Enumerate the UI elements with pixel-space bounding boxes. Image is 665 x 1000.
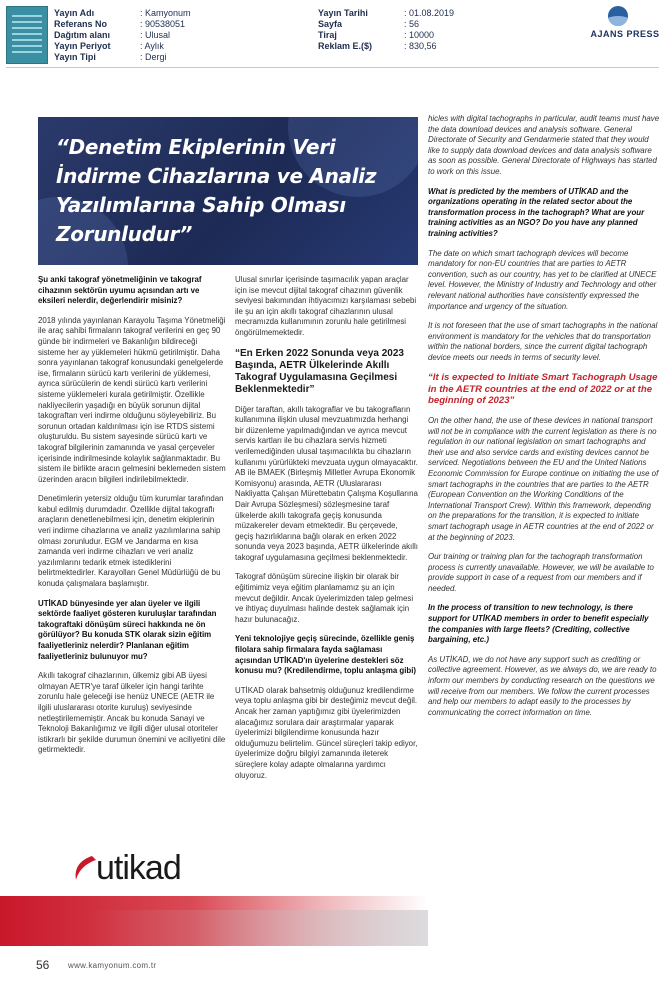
meta-value (140, 52, 167, 63)
meta-date (318, 8, 368, 19)
paragraph: hicles with digital tachographs in particular, audit teams must have the data download devices and analysis software. General Directorate of Security and Gendarmerie stated that they would like to supply data download devices and data analysis software as soon as possible. General Directorate of Highways has started to work on this issue. (428, 114, 660, 176)
question: UTİKAD bünyesinde yer alan üyeler ve ilgili sektörde faaliyet gösteren kuruluşlar tarafından takograftaki dönüşüm süreci hakkında ne ön görülüyor? Bu konuda STK olarak sizin eğitim faaliyetleriniz nelerdir? Planlanan eğitim faaliyetleriniz bulunuyor mu? (38, 598, 217, 661)
meta-ad-value (318, 41, 372, 52)
subheading: “En Erken 2022 Sonunda veya 2023 Başında, AETR Ülkelerinde Akıllı Takograf Uygulamasına Geçilmesi Beklenmektedir” (235, 347, 404, 395)
decorative-grey-band (0, 910, 428, 946)
meta-key: Yayın Adı (54, 8, 95, 18)
website-url: www.kamyonum.com.tr (68, 961, 157, 970)
column-english (428, 114, 660, 727)
agency-name: AJANS PRESS (590, 29, 660, 39)
meta-val: : Kamyonum (140, 8, 191, 18)
meta-key: Tiraj (318, 30, 337, 40)
meta-key: Referans No (54, 19, 108, 29)
agency-logo (588, 6, 662, 46)
header-divider (6, 67, 659, 68)
clipping-header (0, 0, 665, 78)
meta-val: : 830,56 (404, 41, 437, 51)
question: What is predicted by the members of UTİKAD and the organizations operating in the related sector about the transformation process in the tachograph? What are your training activities as an NGO? Do you have any planned training activities? (428, 186, 645, 238)
meta-reference (54, 19, 107, 30)
utikad-logo (70, 848, 220, 890)
meta-value (404, 19, 419, 30)
meta-val: : 10000 (404, 30, 435, 40)
question: Şu anki takograf yönetmeliğinin ve takograf cihazının sektörün uyumu açısından artı ve eksileri nelerdir, değerlendirir misiniz? (38, 275, 202, 306)
swoosh-icon (70, 854, 98, 884)
meta-circulation (318, 30, 337, 41)
column-turkish-1 (38, 275, 226, 765)
meta-period (54, 41, 111, 52)
meta-value (140, 30, 170, 41)
meta-val: : 90538051 (140, 19, 186, 29)
meta-key: Yayın Tarihi (318, 8, 368, 18)
column-turkish-2 (235, 275, 418, 790)
paragraph: The date on which smart tachograph devices will become mandatory for non-EU countries that are parties to AETR convention, such as our country, has yet to be clarified at UNECE level. However, the Ministry of Industry and Technology and other relevant national authorities have consistently expressed the importance and urgency of the situation. (428, 248, 657, 311)
paragraph: It is not foreseen that the use of smart tachographs in the national environment is mandatory for the vehicles that do transportation within the national borders, since the current digital tachograph device meets our needs in terms of security level. (428, 321, 658, 362)
paragraph: As UTİKAD, we do not have any support such as crediting or collective agreement. However, as we always do, we are ready to inform our members by conducting research on the questions we will receive from our members. We follow the current processes and help our members to adapt easily to the processes by communicating the correct information on time. (428, 654, 657, 717)
paragraph: 2018 yılında yayınlanan Karayolu Taşıma Yönetmeliği ile araç sahibi firmaların takograf verilerini en geç 90 günde bir indirmeleri ve Bakanlığın bildireceği sisteme her ay yüklemeleri hükmü getirilmiştir. Daha sonra yayınlanan takograf konusundaki genelgelerde ise, firmaların sürücü kartı verilerini de yüklemesi, ayrıca sürücülerin de kendi sürücü kartı verilerini sisteme yüklemeleri kurala getirilmiştir. Özellikle nakliyecilerin yaşadığı en büyük sorunun dijital takograftan veri indirme olduğunu söyleyebiliriz. Bu sorunun ortadan kaldırılması için ise RTDS sistemi oluşturuldu. Bu sistem sayesinde sürücü kartı ve takograf bilgilerinin zamanında ve yasal çerçeveler içerisinde indirilmesinde kolaylık sağlanmaktadır. Bu sistem ile birlikte aracın gelmesini beklemeden sistem üzerinden aracın bilgileri indirilebilmektedir. (38, 315, 226, 484)
meta-val: : 01.08.2019 (404, 8, 455, 18)
meta-key: Sayfa (318, 19, 343, 29)
pull-quote: “It is expected to Initiate Smart Tachograph Usage in the AETR countries at the end of 2022 or at the beginning of 2023” (428, 372, 658, 407)
article-headline: “Denetim Ekiplerinin Veri İndirme Cihazlarına ve Analiz Yazılımlarına Sahip Olması Zorunludur” (56, 135, 377, 246)
meta-value (140, 19, 185, 30)
meta-value (140, 8, 191, 19)
globe-icon (608, 6, 628, 26)
paragraph: Akıllı takograf cihazlarının, ülkemiz gibi AB üyesi olmayan AETR'ye taraf ülkeler için hangi tarihte zorunlu hale geleceği ise henüz UNECE (AETR ile ilgili uluslararası otorite kuruluş) seviyesinde netleştirilememiştir. Ancak bu konuda Sanayi ve Teknoloji Bakanlığımız ve ilgili diğer ulusal otoriteler istikrarlı bir şekilde durumun önemini ve aciliyetini dile getirmektedir. (38, 671, 226, 755)
paragraph: Diğer taraftan, akıllı takograflar ve bu takografların kullanımına ilişkin ulusal mevzuatımızda herhangi bir düzenleme yapılmadığından ve ayrıca mevcut servis kartları ile bu cihazlara servis hizmeti verilemediğinden ulusal taşımacılıkta bu cihazların kullanımı yürürlükteki mevzuata uygun olmayacaktır. AB ile BMAEK (Birleşmiş Milletler Avrupa Ekonomik Komisyonu) arasında, AETR (Uluslararası Nakliyatta Çalışan Mürettebatın Çalışma Koşullarına Dair Avrupa Sözleşmesi) sözleşmesine taraf ülkelerde akıllı takografa geçiş konusunda müzakereler devam etmektedir. Bu çerçevede, geçiş hazırlıklarına bağlı olarak en erken 2022 sonunda veya 2023 başında, AETR ülkelerinde akıllı takograf uygulamasına geçilmesi beklenmektedir. (235, 404, 418, 562)
meta-type (54, 52, 96, 63)
meta-key: Yayın Periyot (54, 41, 111, 51)
meta-value (404, 41, 437, 52)
meta-publication (54, 8, 94, 19)
question: Yeni teknolojiye geçiş sürecinde, özellikle geniş filolara sahip firmalara fayda sağlaması açısından UTİKAD'ın üyelerine destekleri söz konusu mu? (Kredilendirme, toplu anlaşma gibi) (235, 634, 417, 676)
headline-banner (38, 117, 418, 265)
meta-val: : Dergi (140, 52, 167, 62)
logo-wordmark: utikad (96, 849, 181, 887)
meta-val: : 56 (404, 19, 420, 29)
question: In the process of transition to new technology, is there support for UTİKAD members in order to benefit especially the companies with large fleets? (Crediting, collective bargaining, etc.) (428, 603, 649, 645)
meta-distribution (54, 30, 110, 41)
meta-key: Reklam E.($) (318, 41, 373, 51)
page-thumbnail (6, 6, 48, 64)
paragraph: Ulusal sınırlar içerisinde taşımacılık yapan araçlar için ise mevcut dijital takograf cihazının güvenlik seviyesi bakımından ihtiyacımızı karşılaması sebebi ile şu an için akıllı takograf cihazlarının ulusal mecramızda kullanımının zorunlu hale getirilmesi öngörülmemektedir. (235, 275, 417, 337)
paragraph: UTİKAD olarak bahsetmiş olduğunuz kredilendirme veya toplu anlaşma gibi bir desteğimiz mevcut değil. Ancak her zaman yaptığımız gibi üyelerimizden alacağımız sorulara dair araştırmalar yaparak üyelerimizi bilgilendirme konusunda hazır olduğumuzu belirtelim. Güncel süreçleri takip ediyor, üyelerimize doğru bilgiyi zamanında ileterek süreçlere kolay adapte olmalarına yardımcı oluyoruz. (235, 685, 418, 780)
paragraph: On the other hand, the use of these devices in national transport will not be in compliance with the current legislation as there is no regulation in our national legislation on smart tachographs and their use and also service cards and existing devices cannot be serviced. Negotiations between the EU and the United Nations Economic Commission for Europe continue on initiating the use of smart tachographs in the countries that are parties to the AETR (European Convention on the Working Conditions of the International Transport Crew). Within this framework, depending on the preparations for the transition, it is expected to initiate smart tachograph usage in AETR countries at the end of 2022 or at the beginning of 2023. (428, 415, 659, 542)
meta-value (404, 30, 434, 41)
meta-value (140, 41, 164, 52)
meta-value (404, 8, 454, 19)
meta-key: Yayın Tipi (54, 52, 96, 62)
paragraph: Denetimlerin yetersiz olduğu tüm kurumlar tarafından kabul edilmiş durumdadır. Özellikle dijital takograflı araçların denetlenebilmesi için, denetim ekiplerinin veri indirme cihazlarına ve analiz yazılımlarına sahip olması zorunludur. EGM ve Jandarma en kısa zamanda veri indirme cihazları ve veri analiz yazılımlarını tedarik etmek istediklerini belirtmektedirler. Karayolları Genel Müdürlüğü de bu konuda çalışmalara başlamıştır. (38, 494, 224, 589)
page-number: 56 (36, 958, 50, 972)
meta-val: : Aylık (140, 41, 164, 51)
paragraph: Takograf dönüşüm sürecine ilişkin bir olarak bir eğitimimiz veya eğitim planlamamız şu an için mevcut değildir. Ancak üyelerimizden talep gelmesi ve ihtiyaç duyulması halinde destek sağlamak için hazır bulunacağız. (235, 572, 414, 624)
meta-val: : Ulusal (140, 30, 171, 40)
meta-key: Dağıtım alanı (54, 30, 111, 40)
paragraph: Our training or training plan for the tachograph transformation process is currently unavailable. However, we will be available to provide support in case of a request from our members and if needed. (428, 552, 654, 593)
meta-page (318, 19, 342, 30)
